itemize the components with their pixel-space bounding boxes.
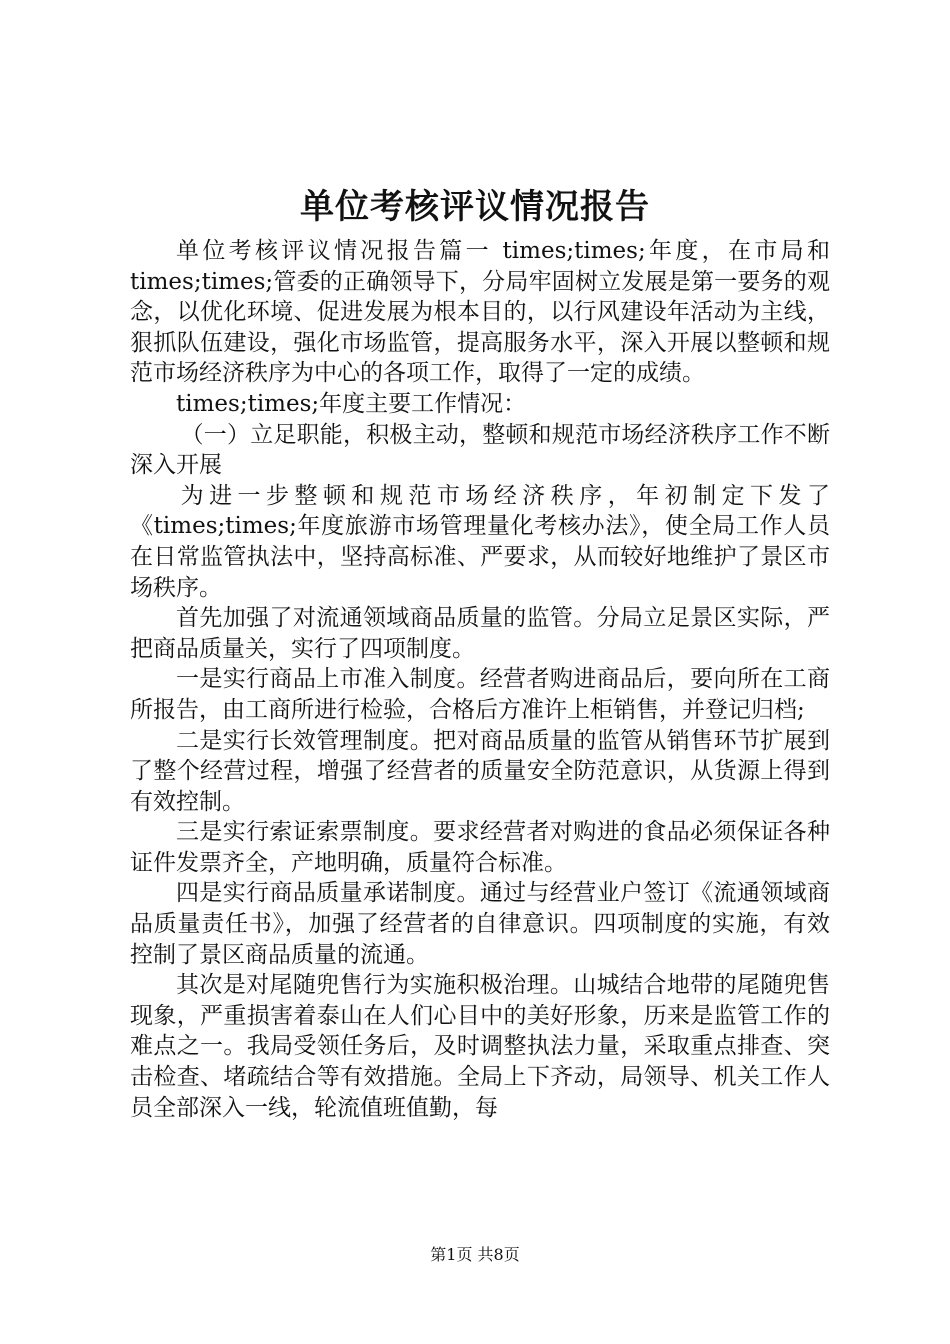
paragraph-rule-2: 二是实行长效管理制度。把对商品质量的监管从销售环节扩展到了整个经营过程，增强了经营者的质量安全防范意识，从货源上得到有效控制。 [130, 727, 830, 815]
paragraph-peddling-control: 其次是对尾随兜售行为实施积极治理。山城结合地带的尾随兜售现象，严重损害着泰山在人们心目中的美好形象，历来是监管工作的难点之一。我局受领任务后，及时调整执法力量，采取重点排查、突击检查、堵疏结合等有效措施。全局上下齐动，局领导、机关工作人员全部深入一线，轮流值班值勤，每 [130, 972, 830, 1121]
document-title: 单位考核评议情况报告 [300, 187, 650, 227]
paragraph-market-order: 为进一步整顿和规范市场经济秩序，年初制定下发了《times;times;年度旅游市场管理量化考核办法》，使全局工作人员在日常监管执法中，坚持高标准、严要求，从而较好地维护了景区市场秩序。 [130, 482, 830, 601]
paragraph-work-summary-heading: times;times;年度主要工作情况： [176, 390, 527, 417]
paragraph-rule-4: 四是实行商品质量承诺制度。通过与经营业户签订《流通领域商品质量责任书》，加强了经营者的自律意识。四项制度的实施，有效控制了景区商品质量的流通。 [130, 880, 830, 968]
paragraph-rule-3: 三是实行索证索票制度。要求经营者对购进的食品必须保证各种证件发票齐全，产地明确，质量符合标准。 [130, 819, 830, 876]
paragraph-intro: 单位考核评议情况报告篇一 times;times;年度，在市局和times;times;管委的正确领导下，分局牢固树立发展是第一要务的观念，以优化环境、促进发展为根本目的，以行风建设年活动为主线，狠抓队伍建设，强化市场监管，提高服务水平，深入开展以整顿和规范市场经济秩序为中心的各项工作，取得了一定的成绩。 [130, 238, 830, 387]
paragraph-quality-supervision: 首先加强了对流通领域商品质量的监管。分局立足景区实际，严把商品质量关，实行了四项制度。 [130, 605, 830, 662]
page-number: 第1页 共8页 [430, 1245, 520, 1264]
section-heading-1: （一）立足职能，积极主动，整顿和规范市场经济秩序工作不断深入开展 [130, 421, 830, 479]
paragraph-rule-1: 一是实行商品上市准入制度。经营者购进商品后，要向所在工商所报告，由工商所进行检验，合格后方准许上柜销售，并登记归档; [130, 666, 830, 723]
document-body [130, 236, 830, 1123]
